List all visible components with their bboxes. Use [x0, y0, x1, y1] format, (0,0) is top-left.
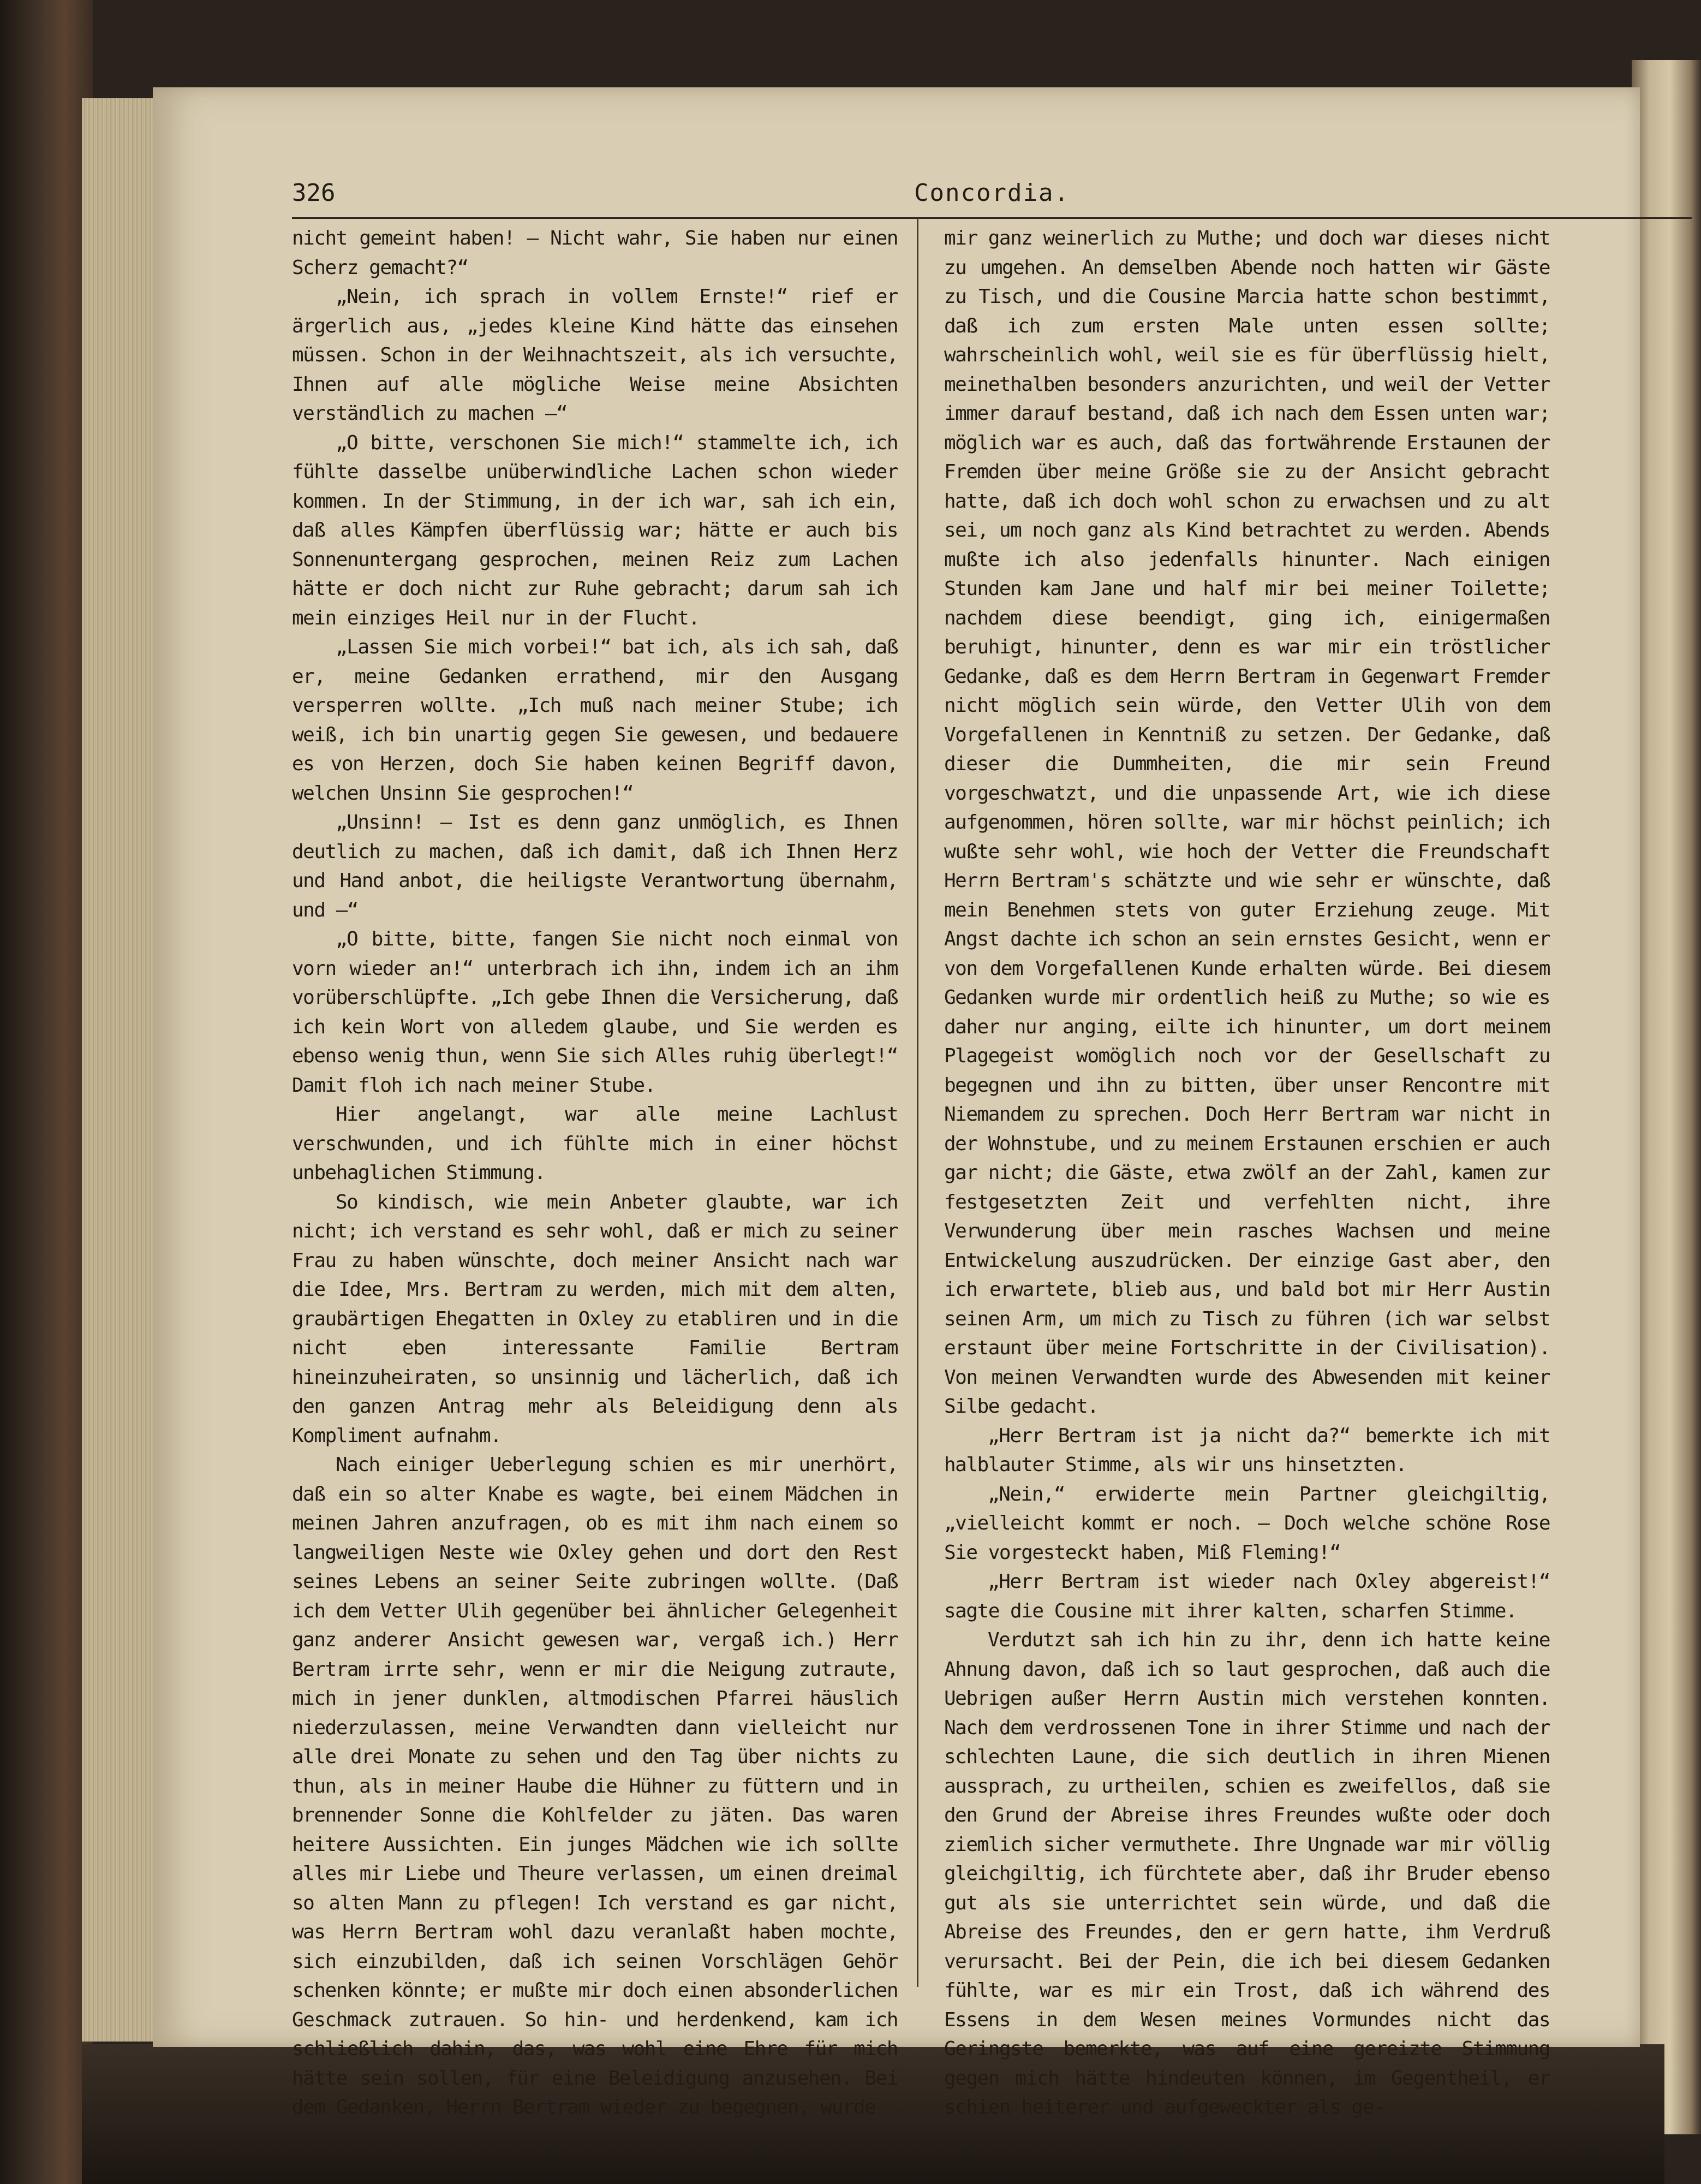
right-text-column	[944, 224, 1550, 2118]
paragraph: „Unsinn! — Ist es denn ganz unmöglich, es Ihnen deutlich zu machen, daß ich damit, daß ich Ihnen Herz und Hand anbot, die heiligste Verantwortung übernahm, und —“	[292, 811, 898, 921]
paragraph: Hier angelangt, war alle meine Lachlust verschwunden, und ich fühlte mich in einer höchst unbehaglichen Stimmung.	[292, 1103, 898, 1184]
column-divider	[917, 218, 918, 1987]
left-text-column	[292, 224, 898, 2118]
facing-page-edge	[1632, 60, 1701, 2134]
page-header	[292, 179, 1692, 219]
paragraph: Verdutzt sah ich hin zu ihr, denn ich hatte keine Ahnung davon, daß ich so laut gesprochen, daß auch die Uebrigen außer Herrn Austin mich verstehen konnten. Nach dem verdrossenen Tone in ihrer Stimme und nach der schlechten Laune, die sich deutlich in ihren Mienen aussprach, zu urtheilen, schien es zweifellos, daß sie den Grund der Abreise ihres Freundes wußte oder doch ziemlich sicher vermuthete. Ihre Ungnade war mir völlig gleichgiltig, ich fürchtete aber, daß ihr Bruder ebenso gut als sie unterrichtet sein würde, und daß die Abreise des Freundes, den er gern hatte, ihm Verdruß verursacht. Bei der Pein, die ich bei diesem Gedanken fühlte, war es mir ein Trost, daß ich während des Essens in dem Wesen meines Vormundes nicht das Geringste bemerkte, was auf eine gereizte Stimmung gegen mich hätte hindeuten können, im Gegentheil, er schien heiterer und aufgeweckter als ge-	[944, 1629, 1550, 2118]
paragraph: „Nein, ich sprach in vollem Ernste!“ rief er ärgerlich aus, „jedes kleine Kind hätte das einsehen müssen. Schon in der Weihnachtszeit, als ich versuchte, Ihnen auf alle mögliche Weise meine Absichten verständlich zu machen —“	[292, 285, 898, 425]
book-page	[153, 87, 1640, 2118]
paragraph: „Lassen Sie mich vorbei!“ bat ich, als ich sah, daß er, meine Gedanken errathend, mir den Ausgang versperren wollte. „Ich muß nach meiner Stube; ich weiß, ich bin unartig gegen Sie gewesen, und bedauere es von Herzen, doch Sie haben keinen Begriff davon, welchen Unsinn Sie gesprochen!“	[292, 636, 898, 805]
paragraph: „Herr Bertram ist ja nicht da?“ bemerkte ich mit halblauter Stimme, als wir uns hinsetzten.	[944, 1424, 1550, 1476]
page-stack-edge	[82, 98, 158, 2042]
paragraph: Nach einiger Ueberlegung schien es mir unerhört, daß ein so alter Knabe es wagte, bei einem Mädchen in meinen Jahren anzufragen, ob es mit ihm nach einem so langweiligen Neste wie Oxley gehen und dort den Rest seines Lebens an seiner Seite zubringen wollte. (Daß ich dem Vetter Ulih gegenüber bei ähnlicher Gelegenheit ganz anderer Ansicht gewesen war, vergaß ich.) Herr Bertram irrte sehr, wenn er mir die Neigung zutraute, mich in jener dunklen, altmodischen Pfarrei häuslich niederzulassen, meine Verwandten dann vielleicht nur alle drei Monate zu sehen und den Tag über nichts zu thun, als in meiner Haube die Hühner zu füttern und in brennender Sonne die Kohlfelder zu jäten. Das waren heitere Aussichten. Ein junges Mädchen wie ich sollte alles mir Liebe und Theure verlassen, um einen dreimal so alten Mann zu pflegen! Ich verstand es gar nicht, was Herrn Bertram wohl dazu veranlaßt haben mochte, sich einzubilden, daß ich seinen Vorschlägen Gehör schenken könnte; er mußte mir doch einen absonderlichen Geschmack zutrauen. So hin- und herdenkend, kam ich schließlich dahin, das, was wohl eine Ehre für mich hätte sein sollen, für eine Beleidigung anzusehen. Bei dem Gedanken, Herrn Bertram wieder zu begegnen, wurde	[292, 1454, 898, 2118]
paragraph: „O bitte, bitte, fangen Sie nicht noch einmal von vorn wieder an!“ unterbrach ich ihn, indem ich an ihm vorüberschlüpfte. „Ich gebe Ihnen die Versicherung, daß ich kein Wort von alledem glaube, und Sie werden es ebenso wenig thun, wenn Sie sich Alles ruhig überlegt!“ Damit floh ich nach meiner Stube.	[292, 928, 898, 1097]
book-binding	[0, 0, 93, 2184]
page-number: 326	[292, 179, 336, 207]
paragraph: So kindisch, wie mein Anbeter glaubte, war ich nicht; ich verstand es sehr wohl, daß er mich zu seiner Frau zu haben wünschte, doch meiner Ansicht nach war die Idee, Mrs. Bertram zu werden, mich mit dem alten, graubärtigen Ehegatten in Oxley zu etabliren und in die nicht eben interessante Familie Bertram hineinzuheiraten, so unsinnig und lächerlich, daß ich den ganzen Antrag mehr als Beleidigung denn als Kompliment aufnahm.	[292, 1191, 898, 1447]
paragraph: „Herr Bertram ist wieder nach Oxley abgereist!“ sagte die Cousine mit ihrer kalten, scharfen Stimme.	[944, 1570, 1550, 1622]
paragraph: nicht gemeint haben! — Nicht wahr, Sie haben nur einen Scherz gemacht?“	[292, 227, 898, 279]
paragraph: „O bitte, verschonen Sie mich!“ stammelte ich, ich fühlte dasselbe unüberwindliche Lachen schon wieder kommen. In der Stimmung, in der ich war, sah ich ein, daß alles Kämpfen überflüssig war; hätte er auch bis Sonnenuntergang gesprochen, meinen Reiz zum Lachen hätte er doch nicht zur Ruhe gebracht; darum sah ich mein einziges Heil nur in der Flucht.	[292, 431, 898, 629]
running-title: Concordia.	[914, 179, 1070, 207]
paragraph: mir ganz weinerlich zu Muthe; und doch war dieses nicht zu umgehen. An demselben Abende noch hatten wir Gäste zu Tisch, und die Cousine Marcia hatte schon bestimmt, daß ich zum ersten Male unten essen sollte; wahrscheinlich wohl, weil sie es für überflüssig hielt, meinethalben besonders anzurichten, und weil der Vetter immer darauf bestand, daß ich nach dem Essen unten war; möglich war es auch, daß das fortwährende Erstaunen der Fremden über meine Größe sie zu der Ansicht gebracht hatte, daß ich doch wohl schon zu erwachsen und zu alt sei, um noch ganz als Kind betrachtet zu werden. Abends mußte ich also jedenfalls hinunter. Nach einigen Stunden kam Jane und half mir bei meiner Toilette; nachdem diese beendigt, ging ich, einigermaßen beruhigt, hinunter, denn es war mir ein tröstlicher Gedanke, daß es dem Herrn Bertram in Gegenwart Fremder nicht möglich sein würde, den Vetter Ulih von dem Vorgefallenen in Kenntniß zu setzen. Der Gedanke, daß dieser die Dummheiten, die mir sein Freund vorgeschwatzt, und die unpassende Art, wie ich diese aufgenommen, hören sollte, war mir höchst peinlich; ich wußte sehr wohl, wie hoch der Vetter die Freundschaft Herrn Bertram's schätzte und wie sehr er wünschte, daß mein Benehmen stets von guter Erziehung zeuge. Mit Angst dachte ich schon an sein ernstes Gesicht, wenn er von dem Vorgefallenen Kunde erhalten würde. Bei diesem Gedanken wurde mir ordentlich heiß zu Muthe; so wie es daher nur anging, eilte ich hinunter, um dort meinem Plagegeist womöglich noch vor der Gesellschaft zu begegnen und ihn zu bitten, über unser Rencontre mit Niemandem zu sprechen. Doch Herr Bertram war nicht in der Wohnstube, und zu meinem Erstaunen erschien er auch gar nicht; die Gäste, etwa zwölf an der Zahl, kamen zur festgesetzten Zeit und verfehlten nicht, ihre Verwunderung über mein rasches Wachsen und meine Entwickelung auszudrücken. Der einzige Gast aber, den ich erwartete, blieb aus, und bald bot mir Herr Austin seinen Arm, um mich zu Tisch zu führen (ich war selbst erstaunt über meine Fortschritte in der Civilisation). Von meinen Verwandten wurde des Abwesenden mit keiner Silbe gedacht.	[944, 227, 1550, 1418]
paragraph: „Nein,“ erwiderte mein Partner gleichgiltig, „vielleicht kommt er noch. — Doch welche schöne Rose Sie vorgesteckt haben, Miß Fleming!“	[944, 1483, 1550, 1564]
